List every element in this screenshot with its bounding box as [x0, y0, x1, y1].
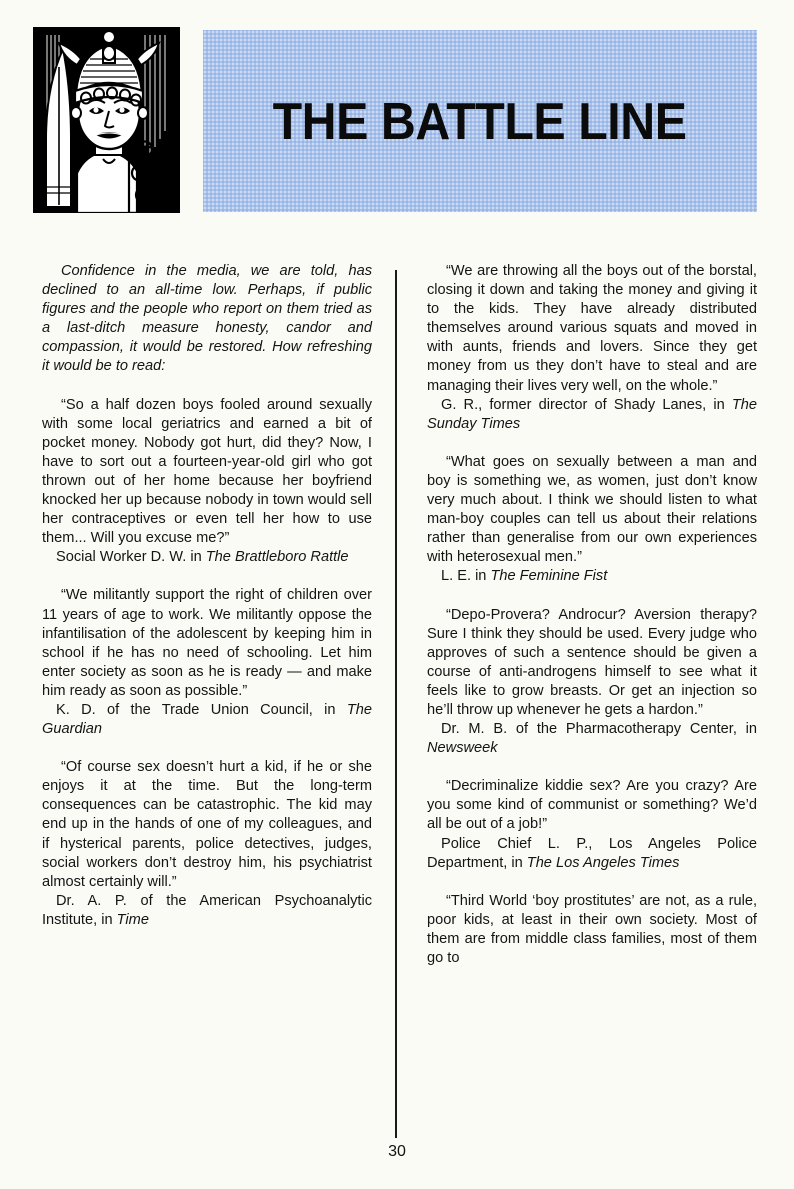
left-column — [42, 262, 372, 1134]
crowned-warrior-woodcut-illustration — [33, 27, 180, 213]
attribution-prefix: Dr. A. P. of the American Psychoanalytic Institute, in — [42, 892, 372, 928]
attribution-line — [427, 567, 757, 586]
title-banner — [203, 30, 757, 212]
attribution-prefix: L. E. in — [441, 568, 491, 585]
quote-paragraph: “What goes on sexually between a man and boy is something we, as women, just don’t know very much about. I think we should listen to what man-boy couples can tell us about their relations rather than generalise from our own experiences with heterosexual men.” — [427, 453, 757, 566]
attribution-prefix: G. R., former director of Shady Lanes, in — [441, 396, 732, 413]
quote-paragraph: “Third World ‘boy prostitutes’ are not, as a rule, poor kids, at least in their own society. Most of them are from middle class families, most of them go to — [427, 892, 757, 966]
quote-paragraph: “We militantly support the right of children over 11 years of age to work. We militantly oppose the infantilisation of the adolescent by keeping him in school if he has no need of schooling. Let him enter society as soon as he is ready — and make him ready as soon as possible.” — [42, 587, 372, 699]
right-column — [427, 262, 757, 1134]
article-body — [42, 262, 757, 1134]
attribution-line — [42, 701, 372, 739]
attribution-source: Time — [116, 911, 149, 928]
page-number: 30 — [388, 1143, 406, 1160]
quote-paragraph: “Decriminalize kiddie sex? Are you crazy? Are you some kind of communist or something? We’d all be out of a job!” — [427, 778, 757, 833]
attribution-source: The Guardian — [42, 701, 372, 738]
attribution-line — [427, 835, 757, 873]
attribution-source: The Sunday Times — [427, 396, 757, 432]
attribution-line — [42, 548, 372, 567]
attribution-prefix: K. D. of the Trade Union Council, in — [56, 701, 347, 718]
attribution-source: The Los Angeles Times — [526, 854, 680, 871]
attribution-prefix: Social Worker D. W. in — [56, 549, 206, 566]
quote-paragraph: “Of course sex doesn’t hurt a kid, if he or she enjoys it at the time. But the long-term consequences can be catastrophic. The kid may end up in the hands of one of my colleagues, and if hysterical parents, police detectives, judges, social workers don’t destroy him, his psychiatrist almost certainly will.” — [42, 759, 372, 890]
page-title: THE BATTLE LINE — [273, 93, 687, 151]
intro-paragraph: Confidence in the media, we are told, has declined to an all-time low. Perhaps, if public figures and the people who report on them tried as a last-ditch measure honesty, candor and compassion, it would be restored. How refreshing it would be to read: — [42, 263, 372, 375]
attribution-prefix: Dr. M. B. of the Pharmacotherapy Center, in — [441, 721, 757, 738]
quote-paragraph: “So a half dozen boys fooled around sexually with some local geriatrics and earned a bit of pocket money. Nobody got hurt, did they? Now, I have to sort out a fourteen-year-old girl who got thrown out of her home because her boyfriend knocked her up because nobody in town would sell her contraceptives or even tell her how to use them... Will you excuse me?” — [42, 396, 372, 547]
attribution-line — [427, 720, 757, 758]
attribution-line — [42, 892, 372, 930]
attribution-source: The Brattleboro Rattle — [205, 549, 349, 566]
quote-paragraph: “Depo-Provera? Androcur? Aversion therapy? Sure I think they should be used. Every judge who approves of such a sentence should be given a course of anti-androgens himself to see what it feels like to grow breasts. Or get an injection so he’ll throw up whenever he gets a hardon.” — [427, 606, 757, 718]
attribution-prefix: Police Chief L. P., Los Angeles Police Department, in — [427, 835, 757, 871]
masthead — [0, 0, 794, 232]
attribution-line — [427, 396, 757, 434]
column-divider-rule — [395, 270, 397, 1138]
quote-paragraph: “We are throwing all the boys out of the borstal, closing it down and taking the money and giving it to the kids. They have already distributed themselves around various squats and moved in with aunts, friends and lovers. Since they get money from us they don’t have to steal and are managing their lives very well, on the whole.” — [427, 263, 757, 394]
attribution-source: Newsweek — [427, 740, 498, 757]
attribution-source: The Feminine Fist — [490, 568, 608, 585]
